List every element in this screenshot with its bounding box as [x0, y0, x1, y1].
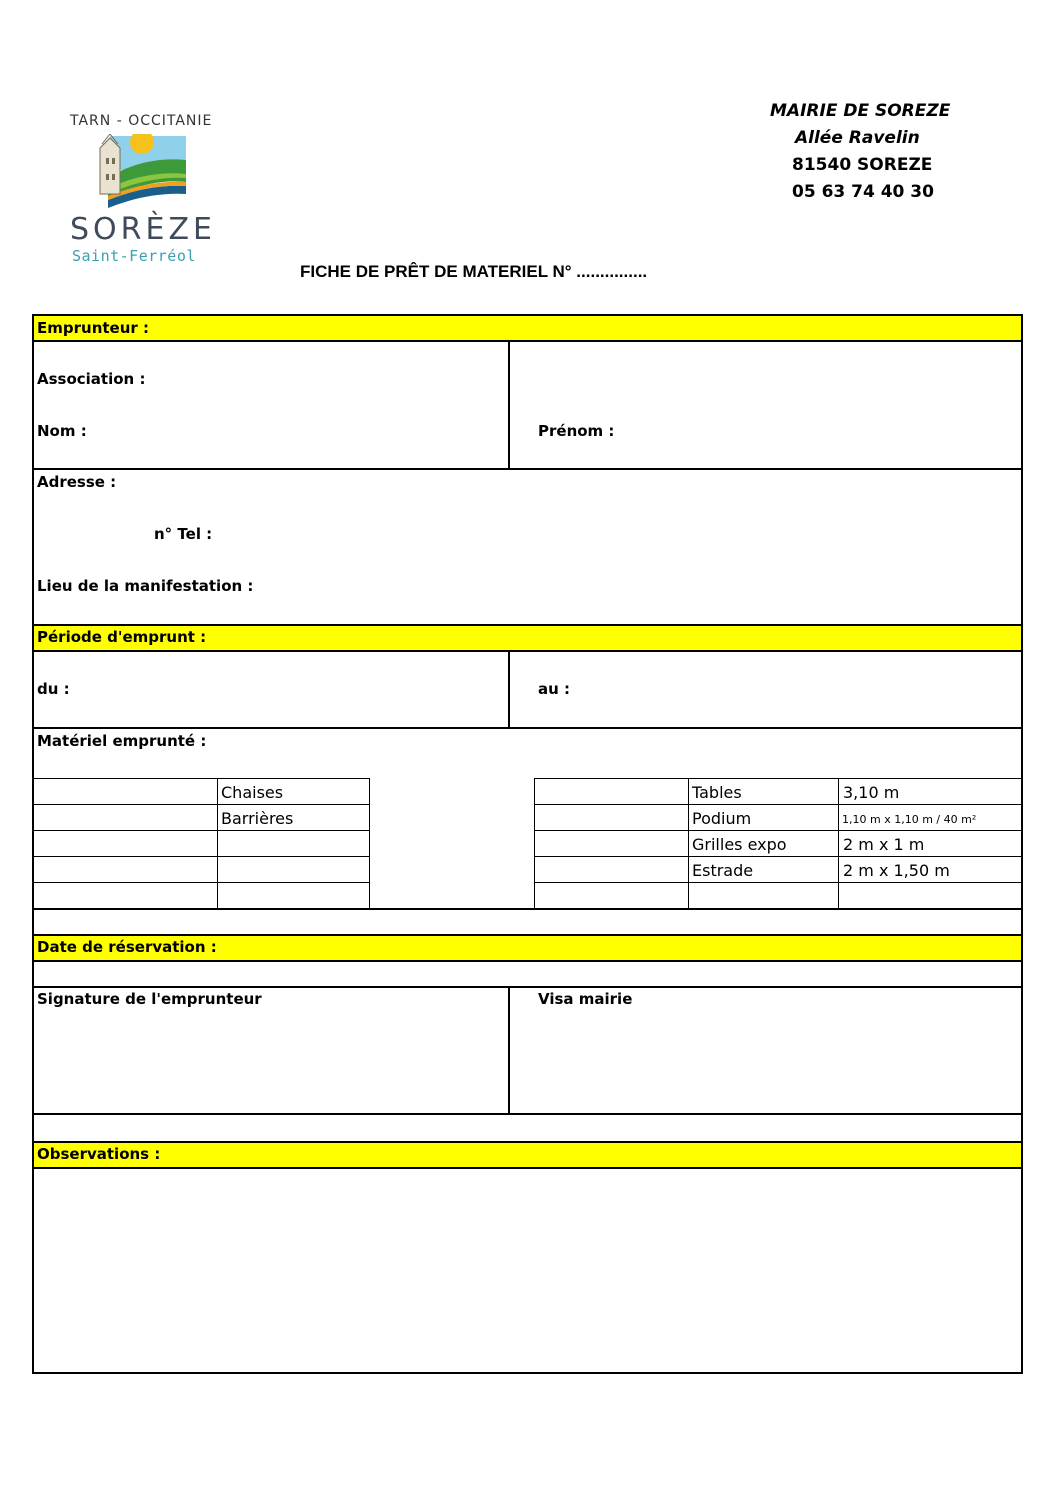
au-label: au : — [538, 680, 571, 698]
right-table-item: Tables — [692, 783, 742, 802]
observations-label: Observations : — [37, 1145, 161, 1163]
table-rule — [33, 804, 370, 805]
address-line-2: Allée Ravelin — [795, 128, 920, 148]
table-rule — [33, 778, 370, 779]
rule — [32, 1372, 1023, 1374]
table-rule — [534, 882, 1022, 883]
table-rule — [534, 830, 1022, 831]
signature-label: Signature de l'emprunteur — [37, 990, 262, 1008]
observations-band — [33, 1142, 1022, 1167]
rule — [32, 1141, 1023, 1143]
emprunteur-label: Emprunteur : — [37, 319, 150, 337]
rule — [32, 650, 1023, 652]
table-divider — [838, 778, 839, 908]
rule — [32, 986, 1023, 988]
du-label: du : — [37, 680, 70, 698]
table-rule — [33, 882, 370, 883]
rule — [32, 727, 1023, 729]
rule — [32, 934, 1023, 936]
date-reservation-label: Date de réservation : — [37, 938, 217, 956]
rule — [32, 960, 1023, 962]
table-divider — [369, 778, 370, 908]
logo-subname-text: Saint-Ferréol — [72, 247, 196, 265]
right-table-item: Grilles expo — [692, 835, 787, 854]
tel-label: n° Tel : — [154, 525, 213, 543]
right-table-size: 1,10 m x 1,10 m / 40 m² — [842, 813, 977, 826]
divider — [508, 650, 510, 728]
left-table-item: Barrières — [221, 809, 294, 828]
rule — [32, 314, 1023, 316]
emprunteur-band — [33, 315, 1022, 340]
logo-name-text: SORÈZE — [70, 212, 216, 247]
table-rule — [33, 856, 370, 857]
rule — [32, 468, 1023, 470]
table-rule — [534, 778, 1022, 779]
left-table-item: Chaises — [221, 783, 284, 802]
visa-label: Visa mairie — [538, 990, 633, 1008]
document-title: FICHE DE PRÊT DE MATERIEL N° ............... — [300, 262, 648, 281]
materiel-label: Matériel emprunté : — [37, 732, 207, 750]
right-table-item: Estrade — [692, 861, 754, 880]
table-rule — [534, 856, 1022, 857]
rule — [32, 624, 1023, 626]
logo-region-text: TARN - OCCITANIE — [70, 113, 213, 129]
form-right-border — [1021, 314, 1023, 1374]
rule — [32, 1113, 1023, 1115]
rule — [32, 1167, 1023, 1169]
association-label: Association : — [37, 370, 146, 388]
lieu-label: Lieu de la manifestation : — [37, 577, 254, 595]
right-table-size: 3,10 m — [843, 783, 900, 802]
right-table-size: 2 m x 1,50 m — [843, 861, 950, 880]
divider — [508, 340, 510, 469]
address-line-1: MAIRIE DE SOREZE — [770, 101, 951, 121]
table-divider — [534, 778, 535, 908]
table-rule — [33, 830, 370, 831]
table-divider — [217, 778, 218, 908]
divider — [508, 986, 510, 1114]
rule — [32, 908, 1023, 910]
periode-label: Période d'emprunt : — [37, 628, 207, 646]
rule — [32, 340, 1023, 342]
adresse-label: Adresse : — [37, 473, 117, 491]
address-line-3: 81540 SOREZE — [792, 155, 933, 175]
nom-label: Nom : — [37, 422, 87, 440]
table-divider — [688, 778, 689, 908]
soreze-logo-image — [98, 134, 188, 208]
form-left-border — [32, 314, 34, 1374]
right-table-size: 2 m x 1 m — [843, 835, 925, 854]
address-line-4: 05 63 74 40 30 — [792, 182, 934, 202]
right-table-item: Podium — [692, 809, 752, 828]
prenom-label: Prénom : — [538, 422, 615, 440]
table-rule — [534, 804, 1022, 805]
